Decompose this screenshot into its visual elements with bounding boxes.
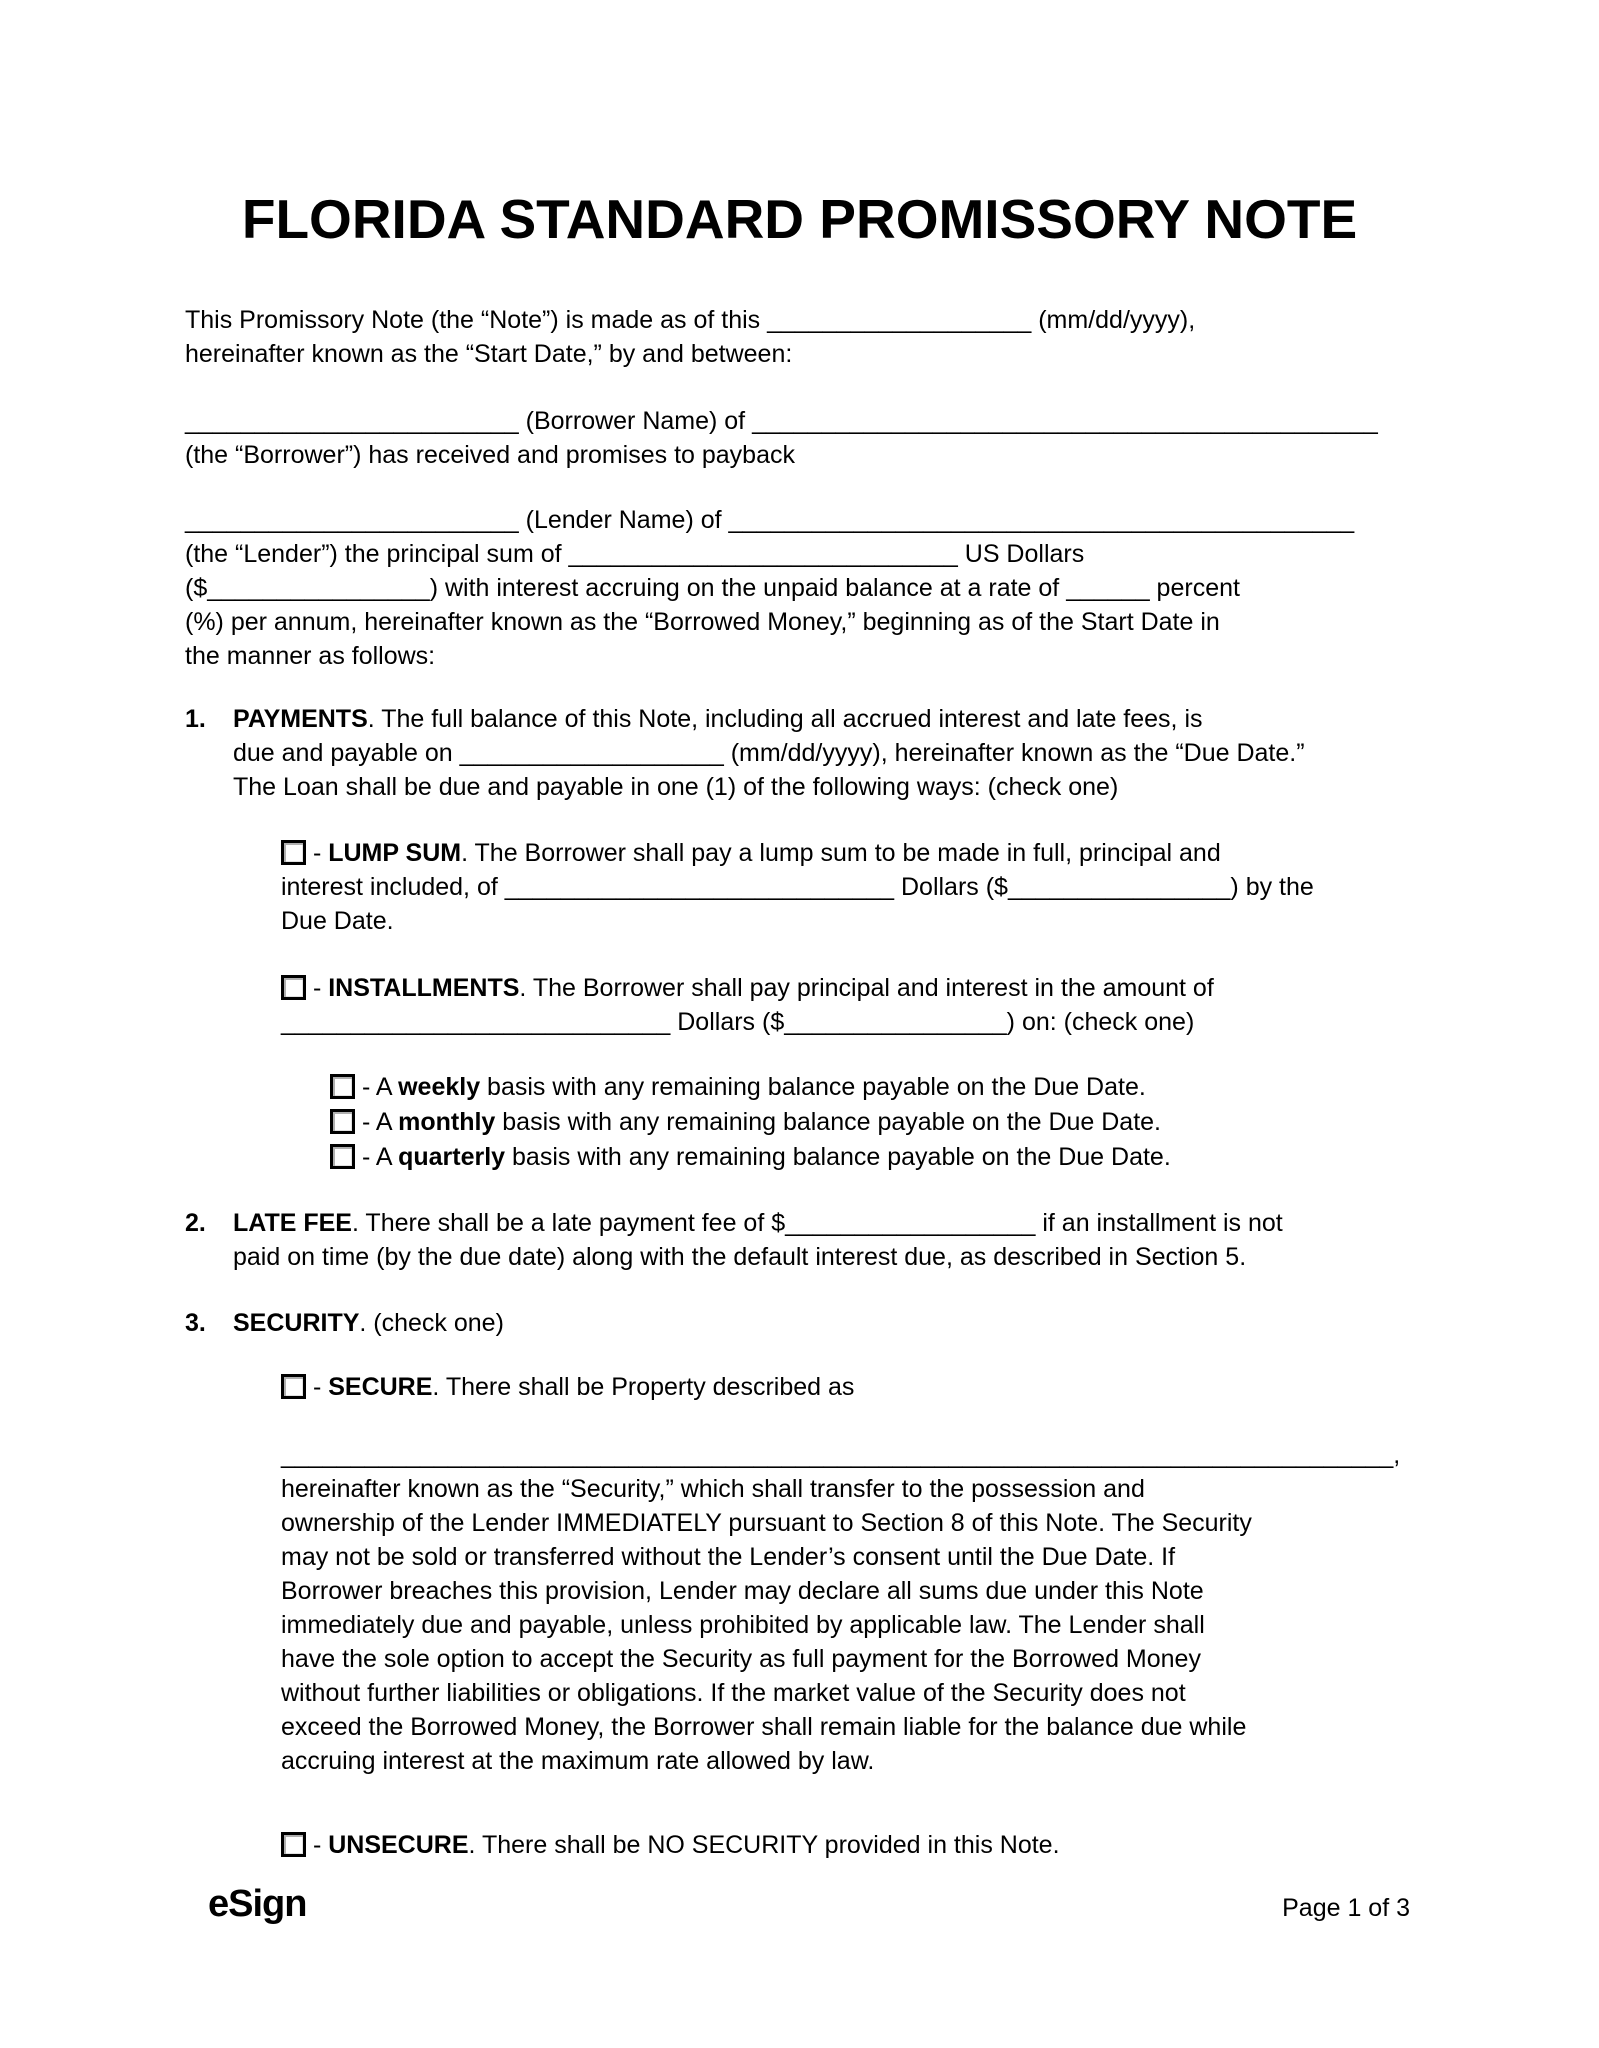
weekly-checkbox[interactable] [330,1074,355,1099]
unsecure-text: - UNSECURE. There shall be NO SECURITY provided in this Note. [306,1831,1060,1859]
weekly-option-text: - A weekly basis with any remaining balance payable on the Due Date. [355,1073,1146,1101]
page-number-label: Page 1 of 3 [1282,1894,1410,1922]
intro-paragraph-borrower: ________________________ (Borrower Name) of _____________________________________________ (the “Borrower”) has received and promises to payback [185,407,1378,469]
section-payments [185,702,1425,804]
section-number: 3. [185,1309,206,1337]
section-security-text: SECURITY. (check one) [233,1309,504,1337]
unsecure-option [281,1828,1421,1862]
secure-text: - SECURE. There shall be Property described as ________________________________________________________________________________, hereinafter known as the “Security,” which shall transfer to the possession and ownership of the Lender IMMEDIATELY pursuant to Section 8 of this Note. The Security may not be sold or transferred without the Lender’s consent until the Due Date. If Borrower breaches this provision, Lender may declare all sums due under this Note immediately due and payable, unless prohibited by applicable law. The Lender shall have the sole option to accept the Security as full payment for the Borrowed Money without further liabilities or obligations. If the market value of the Security does not exceed the Borrowed Money, the Borrower shall remain liable for the balance due while accruing interest at the maximum rate allowed by law. [281,1373,1401,1775]
quarterly-option [330,1140,1430,1175]
installments-text: - INSTALLMENTS. The Borrower shall pay principal and interest in the amount of ____________________________ Dollars ($________________) on: (check one) [281,974,1214,1036]
lump-sum-option [281,836,1421,938]
lump-sum-text: - LUMP SUM. The Borrower shall pay a lump sum to be made in full, principal and interest included, of ____________________________ Dollars ($________________) by the Due Date. [281,839,1314,935]
document-title: FLORIDA STANDARD PROMISSORY NOTE [241,188,1358,250]
monthly-option [330,1105,1430,1140]
section-late-fee [185,1206,1425,1274]
esign-logo: eSign [208,1883,307,1925]
section-late-fee-text: LATE FEE. There shall be a late payment fee of $__________________ if an installment is not paid on time (by the due date) along with the default interest due, as described in Section 5. [233,1209,1283,1271]
section-number: 2. [185,1209,206,1237]
intro-paragraph-lender: ________________________ (Lender Name) of _____________________________________________ (the “Lender”) the principal sum of ____________________________ US Dollars ($________________) with interest accruing on the unpaid balance at a rate of ______ percent (%) per annum, hereinafter known as the “Borrowed Money,” beginning as of the Start Date in the manner as follows: [185,506,1355,670]
lump-sum-checkbox[interactable] [281,840,306,865]
monthly-checkbox[interactable] [330,1109,355,1134]
installment-frequency-options [330,1070,1430,1175]
secure-checkbox[interactable] [281,1374,306,1399]
quarterly-option-text: - A quarterly basis with any remaining balance payable on the Due Date. [355,1143,1171,1171]
unsecure-checkbox[interactable] [281,1832,306,1857]
intro-paragraph-start-date: This Promissory Note (the “Note”) is made as of this ___________________ (mm/dd/yyyy), hereinafter known as the “Start Date,” by and between: [185,306,1196,368]
installments-option [281,971,1421,1039]
monthly-option-text: - A monthly basis with any remaining balance payable on the Due Date. [355,1108,1161,1136]
section-security [185,1306,1425,1340]
installments-checkbox[interactable] [281,975,306,1000]
section-number: 1. [185,705,206,733]
secure-option [281,1370,1421,1778]
quarterly-checkbox[interactable] [330,1144,355,1169]
section-payments-text: PAYMENTS. The full balance of this Note, including all accrued interest and late fees, is due and payable on ___________________ (mm/dd/yyyy), hereinafter known as the “Due Date.” The Loan shall be due and payable in one (1) of the following ways: (check one) [233,705,1305,801]
weekly-option [330,1070,1430,1105]
